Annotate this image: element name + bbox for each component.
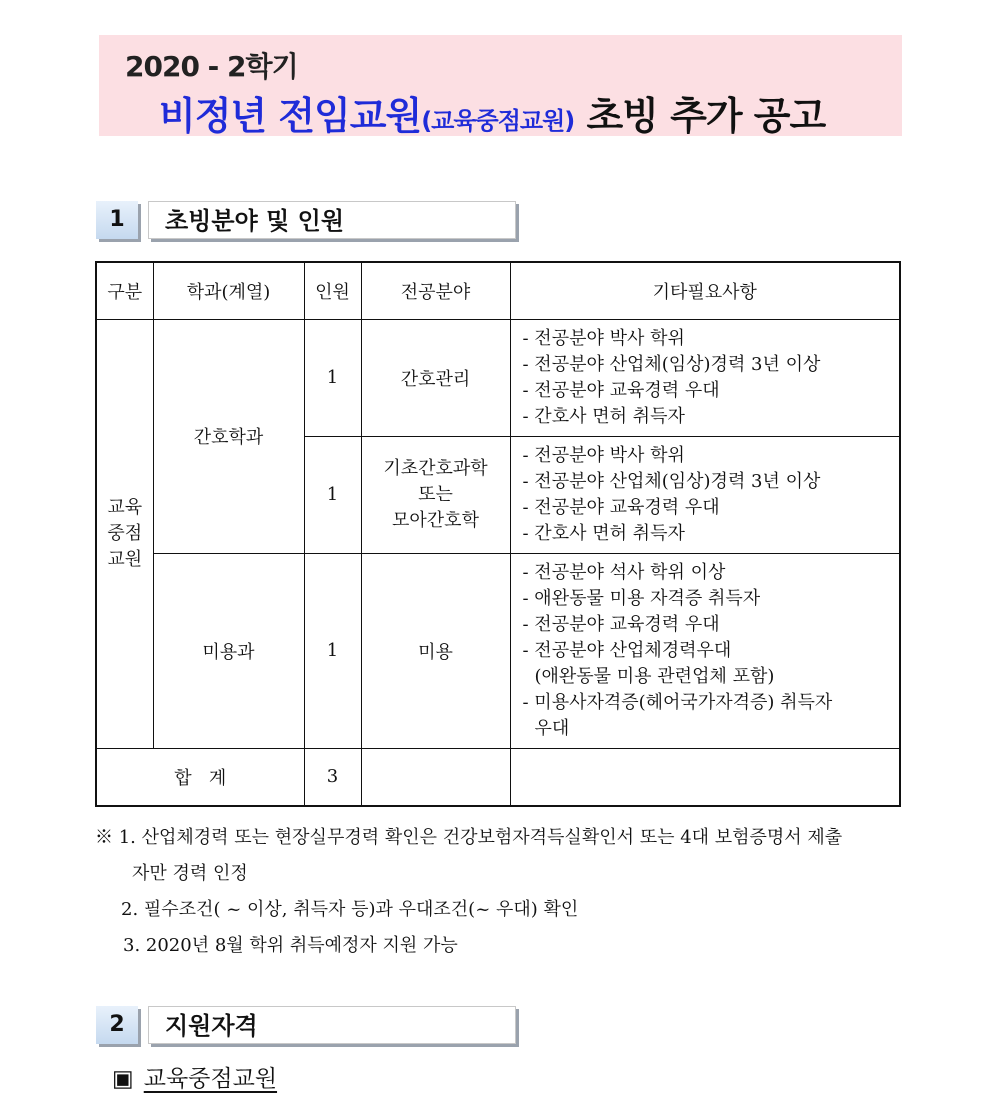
page-title — [159, 85, 825, 140]
total-empty-major — [361, 748, 510, 806]
major-cell: 기초간호과학 또는 모아간호학 — [361, 436, 510, 553]
table-header-row — [96, 262, 900, 319]
section-number: 2 — [96, 1006, 138, 1044]
header-requirements: 기타필요사항 — [510, 262, 900, 319]
header-department: 학과(계열) — [153, 262, 304, 319]
table-total-row — [96, 748, 900, 806]
note-2: 2. 필수조건( ~ 이상, 취득자 등)과 우대조건(~ 우대) 확인 — [121, 899, 579, 920]
requirements-cell: - 전공분야 박사 학위 - 전공분야 산업체(임상)경력 3년 이상 - 전공분야 교육경력 우대 - 간호사 면허 취득자 — [510, 436, 900, 553]
table-row — [96, 553, 900, 748]
department-cell: 미용과 — [153, 553, 304, 748]
square-bullet-icon: ▣ — [112, 1066, 134, 1092]
title-part2: 초빙 추가 공고 — [586, 94, 826, 138]
section-heading-1 — [96, 201, 526, 245]
header-major: 전공분야 — [361, 262, 510, 319]
category-cell: 교육 중점 교원 — [96, 319, 153, 748]
section-label: 초빙분야 및 인원 — [148, 201, 516, 239]
header-count: 인원 — [304, 262, 361, 319]
count-cell: 1 — [304, 553, 361, 748]
note-1: ※ 1. 산업체경력 또는 현장실무경력 확인은 건강보험자격득실확인서 또는 4대 보험증명서 제출 — [95, 827, 843, 848]
table-row — [96, 319, 900, 436]
note-3: 3. 2020년 8월 학위 취득예정자 지원 가능 — [123, 935, 458, 956]
total-label: 합 계 — [96, 748, 304, 806]
title-part1: 비정년 전임교원 — [159, 94, 422, 138]
total-empty-requirements — [510, 748, 900, 806]
title-banner — [99, 35, 902, 136]
subheading — [112, 1060, 277, 1093]
major-cell: 미용 — [361, 553, 510, 748]
section-heading-2 — [96, 1006, 526, 1050]
total-count: 3 — [304, 748, 361, 806]
major-cell: 간호관리 — [361, 319, 510, 436]
requirements-cell: - 전공분야 석사 학위 이상 - 애완동물 미용 자격증 취득자 - 전공분야 교육경력 우대 - 전공분야 산업체경력우대 (애완동물 미용 관련업체 포함) - 미용사자격증(헤어국가자격증) 취득자 우대 — [510, 553, 900, 748]
requirements-cell: - 전공분야 박사 학위 - 전공분야 산업체(임상)경력 3년 이상 - 전공분야 교육경력 우대 - 간호사 면허 취득자 — [510, 319, 900, 436]
count-cell: 1 — [304, 319, 361, 436]
subheading-text: 교육중점교원 — [143, 1066, 278, 1092]
recruitment-table — [95, 261, 901, 807]
count-cell: 1 — [304, 436, 361, 553]
notes — [95, 820, 905, 964]
title-paren: (교육중점교원) — [421, 107, 575, 135]
section-number: 1 — [96, 201, 138, 239]
note-1-continued: 자만 경력 인정 — [132, 863, 248, 884]
header-category: 구분 — [96, 262, 153, 319]
term-label: 2020 - 2학기 — [125, 50, 298, 83]
department-cell: 간호학과 — [153, 319, 304, 553]
section-label: 지원자격 — [148, 1006, 516, 1044]
